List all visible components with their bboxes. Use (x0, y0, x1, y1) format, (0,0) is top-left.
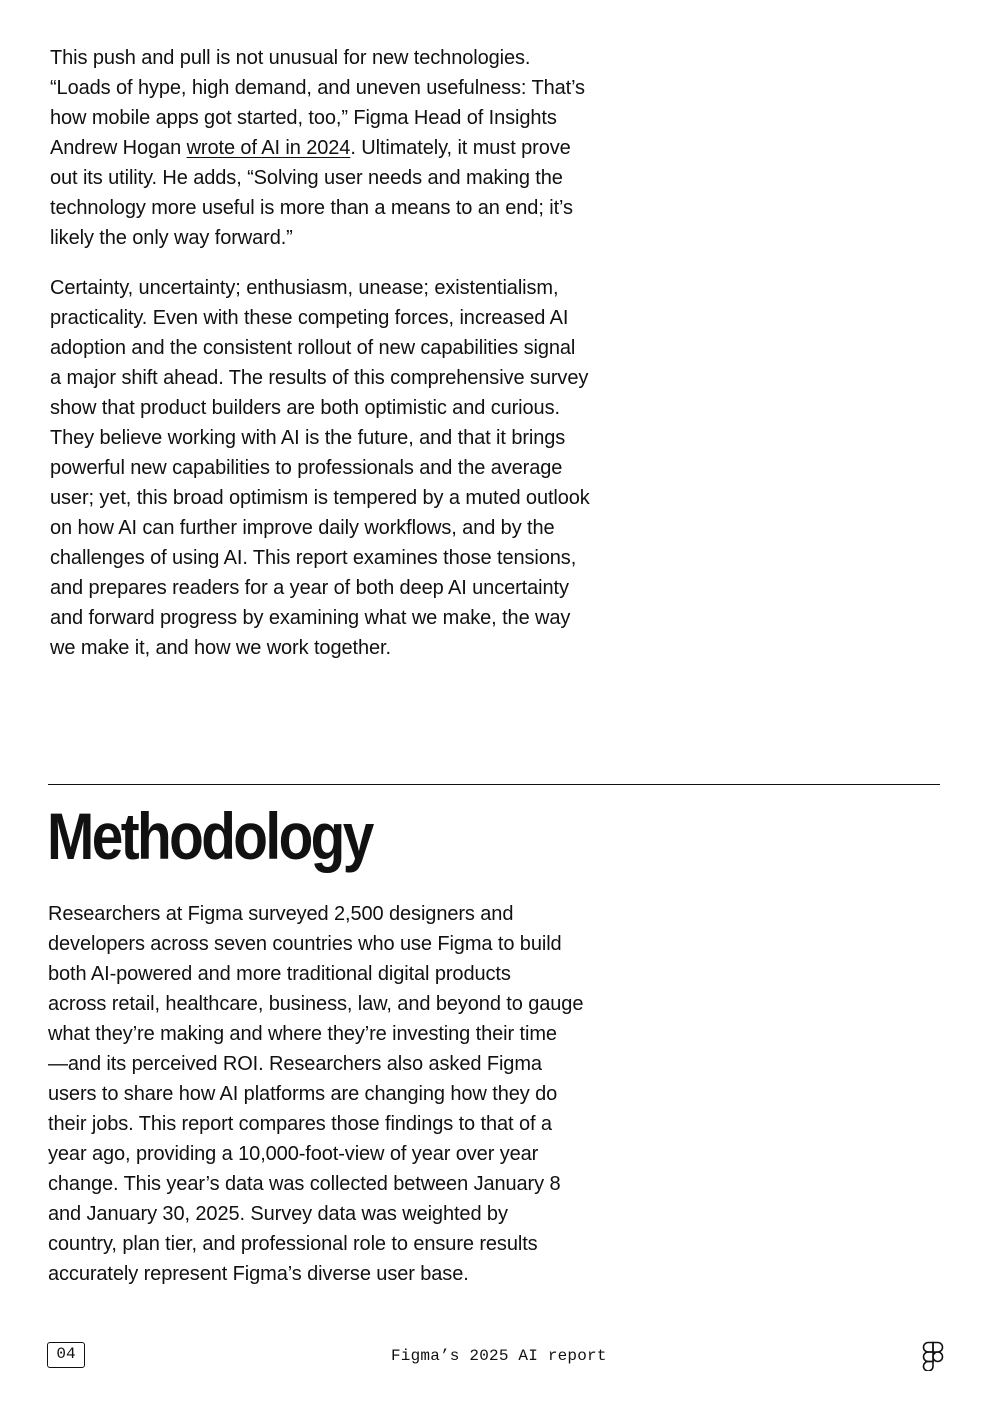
figma-logo-icon (922, 1341, 944, 1371)
intro-paragraph-1-text-start: This push and pull is not unusual for new technologies. “Loads of hype, high demand, and uneven usefulness: That’s how mobile apps got started, too,” Figma Head of Insights Andrew Hogan (50, 47, 585, 159)
intro-paragraph-2: Certainty, uncertainty; enthusiasm, unease; existentialism, practicality. Even with these competing forces, increased AI adoption and the consistent rollout of new capabilities signal a major shift ahead. The results of this comprehensive survey show that product builders are both optimistic and curious. They believe working with AI is the future, and that it brings powerful new capabilities to professionals and the average user; yet, this broad optimism is tempered by a muted outlook on how AI can further improve daily workflows, and by the challenges of using AI. This report examines those tensions, and prepares readers for a year of both deep AI uncertainty and forward progress by examining what we make, the way we make it, and how we work together. (50, 277, 590, 659)
section-divider (48, 784, 940, 785)
intro-paragraph-1 (50, 43, 650, 253)
intro-paragraph-1-text-end: . Ultimately, it must prove out its utility. He adds, “Solving user needs and making the technology more useful is more than a means to an end; it’s likely the only way forward.” (50, 137, 573, 249)
page-number: 04 (47, 1342, 85, 1368)
methodology-paragraph: Researchers at Figma surveyed 2,500 designers and developers across seven countries who use Figma to build both AI-powered and more traditional digital products across retail, healthcare, business, law, and beyond to gauge what they’re making and where they’re investing their time —and its perceived ROI. Researchers also asked Figma users to share how AI platforms are changing how they do their jobs. This report compares those findings to that of a year ago, providing a 10,000-foot-view of year over year change. This year’s data was collected between January 8 and January 30, 2025. Survey data was weighted by country, plan tier, and professional role to ensure results accurately represent Figma’s diverse user base. (48, 903, 584, 1285)
methodology-heading: Methodology (47, 799, 372, 873)
wrote-of-ai-link[interactable]: wrote of AI in 2024 (186, 137, 351, 159)
footer-report-title: Figma’s 2025 AI report (391, 1347, 607, 1365)
